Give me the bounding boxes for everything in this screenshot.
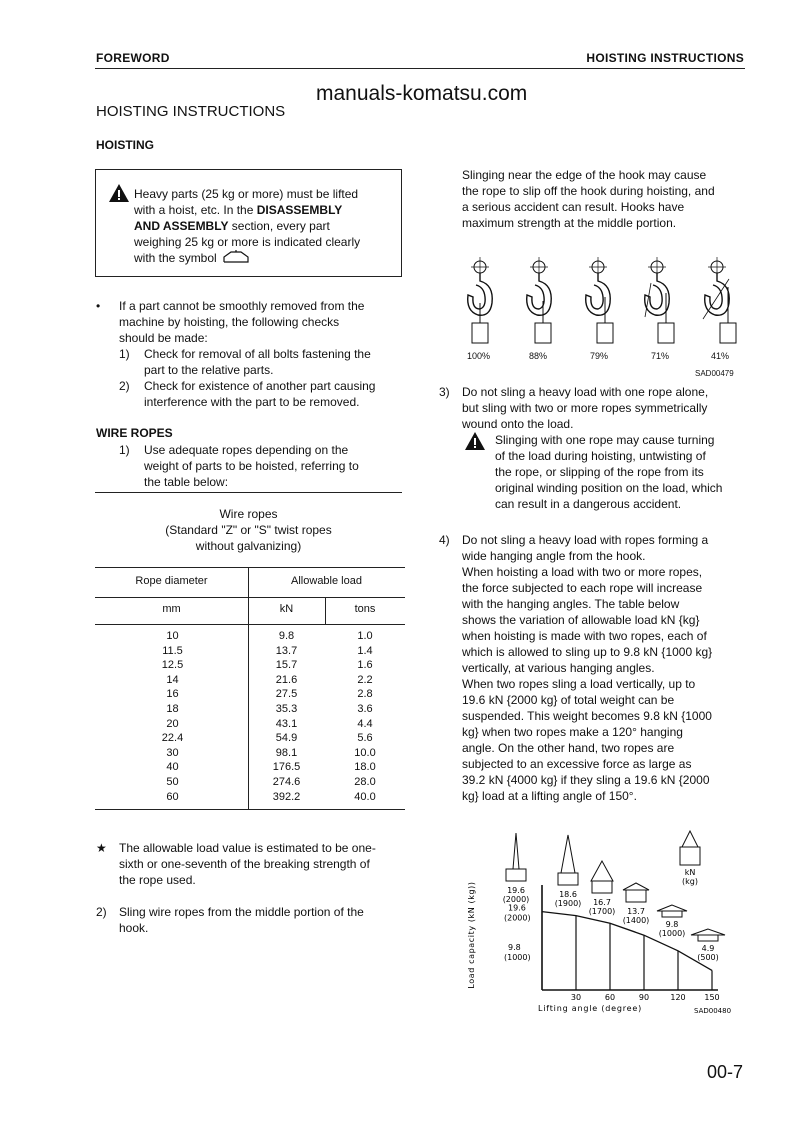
bullet-marker: •: [96, 299, 101, 313]
item-3-text: [462, 384, 744, 432]
table-cell-tons: 1.6: [357, 659, 373, 672]
item-4-line: kg} load at a lifting angle of 150°.: [462, 789, 637, 803]
warning-text: [134, 186, 384, 266]
header-right: HOISTING INSTRUCTIONS: [586, 51, 744, 65]
table-cell-tons: 2.8: [357, 688, 373, 701]
hook-icon: [703, 257, 736, 343]
wire-ropes-text: [144, 442, 400, 490]
warning-icon: [108, 183, 130, 203]
chart-y-tick-label: (1000): [504, 952, 531, 962]
table-cell-tons: 1.0: [357, 630, 373, 642]
star-marker: ★: [96, 841, 107, 855]
check-1-number: 1): [119, 347, 130, 361]
item-3-warning-line-4: original winding position on the load, which: [495, 481, 723, 495]
table-cell-kn: 392.2: [272, 790, 301, 803]
item-4-number: 4): [439, 533, 450, 547]
chart-x-tick-label: 120: [670, 993, 686, 1002]
caption-line-3: without galvanizing): [195, 539, 302, 553]
table-cell-kn: 15.7: [275, 659, 298, 672]
page-number: 00-7: [707, 1062, 744, 1082]
hook-figure-code: SAD00479: [695, 369, 734, 378]
table-cell-mm: 50: [166, 775, 179, 788]
table-cell-kn: 274.6: [272, 775, 301, 788]
chart-marks: [503, 868, 720, 1002]
table-cell-mm: 16: [166, 688, 179, 701]
table-cell-kn: 9.8: [278, 630, 295, 642]
table-cell-kn: 54.9: [275, 732, 298, 745]
table-cell-mm: 14: [166, 673, 179, 686]
chart-point-label: 19.6: [507, 886, 525, 895]
table-cell-kn: 27.5: [275, 688, 298, 701]
right-intro-line-4: maximum strength at the middle portion.: [462, 216, 677, 230]
hook-percent-label: 79%: [590, 351, 609, 361]
table-cell-mm: 12.5: [161, 659, 184, 672]
load-capacity-chart: [460, 825, 750, 1020]
section-heading-wire-ropes: WIRE ROPES: [96, 426, 173, 440]
check-2-line-1: Check for existence of another part causing: [144, 379, 376, 393]
chart-figure-code: SAD00480: [694, 1007, 732, 1015]
caption-top-rule: [95, 492, 402, 493]
star-note-line-1: The allowable load value is estimated to be one-: [119, 841, 376, 855]
table-caption: [95, 506, 402, 554]
warning-line-5-text: with the symbol: [134, 251, 217, 265]
chart-x-tick-label: 90: [638, 993, 650, 1002]
table-cell-tons: 10.0: [354, 746, 376, 759]
hook-percent-label: 88%: [529, 351, 548, 361]
column-tons: [325, 629, 405, 804]
chart-point-label: (1700): [588, 907, 616, 916]
item-4-line: the force subjected to each rope will increase: [462, 581, 703, 595]
bullet-text: [119, 298, 400, 346]
item-3-warning-line-5: can result in a dangerous accident.: [495, 497, 682, 511]
chart-x-tick-label: 150: [704, 993, 720, 1002]
item-3-warning-line-3: the rope, or slipping of the rope from its: [495, 465, 704, 479]
header-rope-diameter: Rope diameter: [135, 575, 208, 587]
table-cell-kn: 43.1: [275, 717, 298, 730]
table-cell-kn: 21.6: [275, 673, 298, 686]
header-left: FOREWORD: [96, 51, 170, 65]
chart-y-tick-label: 9.8: [508, 942, 521, 952]
right-intro-line-2: the rope to slip off the hook during hoisting, and: [462, 184, 715, 198]
chart-point-label: 16.7: [593, 898, 611, 907]
warning-icon: [464, 431, 486, 451]
item-4-line: angle. On the other hand, two ropes are: [462, 741, 675, 755]
chart-point-label: 9.8: [665, 920, 679, 929]
item-3-line-1: Do not sling a heavy load with one rope alone,: [462, 385, 709, 399]
item-3-warning-line-1: Slinging with one rope may cause turning: [495, 433, 715, 447]
rope-table: [95, 567, 405, 810]
hook-percent-label: 71%: [651, 351, 670, 361]
warning-line-4: weighing 25 kg or more is indicated clearly: [134, 235, 361, 249]
table-cell-kn: 35.3: [275, 702, 298, 715]
chart-point-label: 18.6: [559, 890, 577, 899]
table-cell-tons: 2.2: [357, 673, 373, 686]
page-title: HOISTING INSTRUCTIONS: [96, 103, 286, 120]
chart-point-label: (1000): [658, 929, 686, 938]
warning-line-2a: with a hoist, etc. In the: [134, 203, 257, 217]
section-heading-hoisting: HOISTING: [96, 138, 155, 152]
item-4-text: [462, 532, 744, 804]
wire-ropes-line-2: weight of parts to be hoisted, referring to: [144, 459, 359, 473]
warning-box: [95, 169, 402, 277]
item-4-line: vertically, at various hanging angles.: [462, 661, 655, 675]
hook-percent-row: [455, 351, 745, 365]
item-4-line: 19.6 kN {2000 kg} of total weight can be: [462, 693, 675, 707]
warning-line-3a: AND ASSEMBLY: [134, 219, 229, 233]
table-cell-mm: 60: [166, 790, 179, 803]
hook-icon: [645, 257, 674, 343]
column-kn: [248, 629, 325, 804]
table-cell-tons: 40.0: [354, 790, 376, 803]
item-4-line: 39.2 kN {4000 kg} if they sling a 19.6 kN {2000: [462, 773, 710, 787]
wire-ropes-line-3: the table below:: [144, 475, 229, 489]
item-4-line: which is allowed to sling up to 9.8 kN {1000 kg}: [462, 645, 713, 659]
item-3-warning-line-2: of the load during hoisting, untwisting of: [495, 449, 706, 463]
right-intro-line-1: Slinging near the edge of the hook may cause: [462, 168, 707, 182]
check-1-text: [144, 346, 400, 378]
table-cell-tons: 1.4: [357, 644, 373, 657]
hanging-load-icon: [623, 883, 649, 902]
table-cell-mm: 22.4: [161, 732, 184, 745]
table-cell-kn: 13.7: [275, 644, 298, 657]
star-note-line-2: sixth or one-seventh of the breaking strength of: [119, 857, 370, 871]
table-cell-tons: 4.4: [357, 717, 373, 730]
hook-icon: [527, 257, 552, 343]
item-4-line: when hoisting is made with two ropes, each of: [462, 629, 707, 643]
unit-mm: mm: [162, 603, 181, 615]
header-allowable-load: Allowable load: [291, 575, 362, 587]
check-2-line-2: interference with the part to be removed.: [144, 395, 360, 409]
warning-line-1: Heavy parts (25 kg or more) must be lifted: [134, 187, 359, 201]
column-mm: [125, 629, 220, 804]
caption-line-2: (Standard "Z" or "S" twist ropes: [165, 523, 332, 537]
table-cell-tons: 5.6: [357, 732, 373, 745]
hanging-load-icon: [657, 905, 687, 917]
table-cell-tons: 28.0: [354, 775, 376, 788]
item-4-line: When hoisting a load with two or more ropes,: [462, 565, 703, 579]
chart-point-label: 4.9: [701, 944, 715, 953]
hook-percent-label: 100%: [467, 351, 491, 361]
chart-legend-label: kN: [684, 868, 696, 877]
chart-point-label: (2000): [502, 895, 530, 904]
bullet-line-1: If a part cannot be smoothly removed from the: [119, 299, 365, 313]
watermark: manuals-komatsu.com: [316, 82, 528, 105]
warning-line-3: [134, 218, 384, 234]
table-cell-mm: 18: [166, 702, 179, 715]
chart-y-tick-label: (2000): [504, 913, 531, 923]
item-2-line-2: hook.: [119, 921, 149, 935]
bullet-line-3: should be made:: [119, 331, 208, 345]
chart-point-label: (1900): [554, 899, 582, 908]
check-1-line-2: part to the relative parts.: [144, 363, 274, 377]
chart-y-tick-label: 19.6: [508, 903, 526, 913]
hanging-load-icon: [691, 929, 725, 941]
table-cell-mm: 10: [166, 630, 179, 642]
table-cell-kn: 176.5: [272, 761, 301, 774]
chart-point-label: 13.7: [627, 907, 645, 916]
item-3-warning-text: [495, 432, 744, 512]
header-rule: [95, 68, 745, 69]
item-4-line: shows the variation of allowable load kN {kg}: [462, 613, 700, 627]
chart-point-label: (500): [697, 953, 719, 962]
chart-point-label: (1400): [622, 916, 650, 925]
caption-line-1: Wire ropes: [219, 507, 278, 521]
item-4-line: suspended. This weight becomes 9.8 kN {1000: [462, 709, 712, 723]
hook-percent-label: 41%: [711, 351, 730, 361]
right-intro-line-3: a serious accident can result. Hooks have: [462, 200, 685, 214]
warning-line-2: [134, 202, 384, 218]
chart-x-tick-label: 60: [604, 993, 616, 1002]
item-2-line-1: Sling wire ropes from the middle portion of the: [119, 905, 364, 919]
item-3-line-3: wound onto the load.: [462, 417, 574, 431]
warning-line-3b: section, every part: [228, 219, 330, 233]
right-intro-text: [462, 167, 744, 231]
item-4-line: Do not sling a heavy load with ropes forming a: [462, 533, 709, 547]
hook-icon: [586, 257, 613, 343]
chart-x-axis-label: Lifting angle (degree): [537, 1004, 643, 1013]
warning-line-5: [134, 250, 384, 266]
chart-x-tick-label: 30: [570, 993, 582, 1002]
table-cell-mm: 30: [166, 746, 179, 759]
chart-legend-label: (kg): [682, 877, 698, 886]
star-note-line-3: the rope used.: [119, 873, 196, 887]
item-3-line-2: but sling with two or more ropes symmetrically: [462, 401, 708, 415]
warning-line-2b: DISASSEMBLY: [256, 203, 343, 217]
unit-tons: tons: [354, 603, 376, 615]
item-4-line: wide hanging angle from the hook.: [462, 549, 646, 563]
item-4-line: kg} when two ropes make a 120° hanging: [462, 725, 683, 739]
table-cell-mm: 40: [166, 761, 179, 774]
chart-legend-icon: [680, 831, 700, 865]
item-2-text: [119, 904, 400, 936]
item-2-number: 2): [96, 905, 107, 919]
item-4-line: When two ropes sling a load vertically, up to: [462, 677, 696, 691]
hanging-load-icon: [506, 833, 526, 881]
check-1-line-1: Check for removal of all bolts fastening the: [144, 347, 371, 361]
table-cell-mm: 11.5: [162, 644, 183, 657]
hook-icon: [468, 257, 493, 343]
hanging-load-icon: [591, 861, 613, 893]
item-3-number: 3): [439, 385, 450, 399]
hoist-symbol-icon: [223, 250, 249, 264]
table-cell-tons: 18.0: [354, 761, 376, 774]
hanging-load-icon: [558, 835, 578, 885]
table-cell-tons: 3.6: [357, 702, 373, 715]
unit-kn: kN: [279, 603, 294, 615]
wire-ropes-line-1: Use adequate ropes depending on the: [144, 443, 349, 457]
table-cell-mm: 20: [166, 717, 179, 730]
table-cell-kn: 98.1: [275, 746, 298, 759]
item-4-line: subjected to an excessive force as large as: [462, 757, 692, 771]
check-2-text: [144, 378, 400, 410]
item-4-line: with the hanging angles. The table below: [462, 597, 680, 611]
bullet-line-2: machine by hoisting, the following checks: [119, 315, 340, 329]
star-note-text: [119, 840, 400, 888]
wire-ropes-number: 1): [119, 443, 130, 457]
chart-y-axis-label: Load capacity (kN (kg)): [467, 881, 476, 989]
check-2-number: 2): [119, 379, 130, 393]
